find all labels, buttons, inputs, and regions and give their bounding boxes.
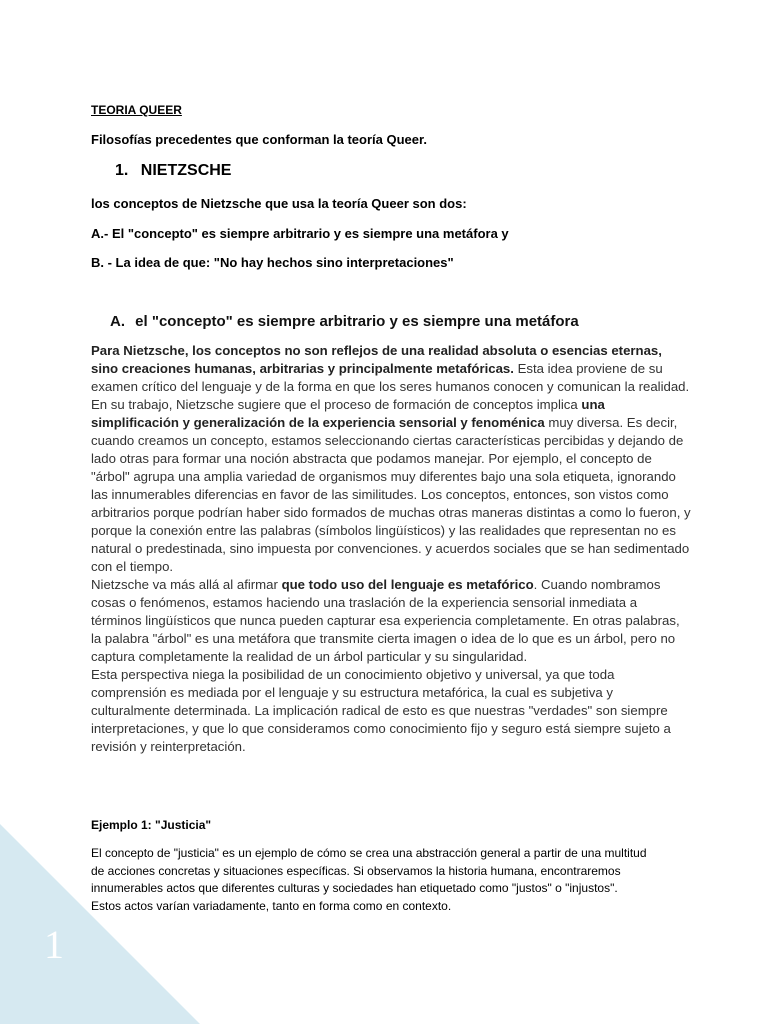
paragraph bbox=[91, 342, 691, 396]
paragraph-text: Esta idea proviene de su examen crítico del lenguaje y de la forma en que los seres humanos conocen y comunican la realidad. bbox=[91, 361, 690, 394]
bold-text: una simplificación y generalización de la experiencia sensorial y fenoménica bbox=[91, 397, 605, 430]
paragraph: Esta perspectiva niega la posibilidad de un conocimiento objetivo y universal, ya que toda comprensión es mediada por el lenguaje y su estructura metafórica, la cual es subjetiva y culturalmente determinada. La implicación radical de esto es que nuestras "verdades" son siempre interpretaciones, y que lo que consideramos como conocimiento fijo y seguro está siempre sujeto a revisión y reinterpretación. bbox=[91, 667, 671, 754]
document-subtitle: Filosofías precedentes que conforman la teoría Queer. bbox=[91, 132, 427, 147]
paragraph-text: . Cuando nombramos cosas o fenómenos, estamos haciendo una traslación de la experiencia sensorial inmediata a términos lingüísticos que nunca pueden capturar esa experiencia completamente. En otras palabras, la palabra "árbol" es una metáfora que transmite cierta imagen o idea de lo que es un árbol, pero no captura completamente la realidad de un árbol particular y su singularidad. bbox=[91, 577, 680, 664]
document-title: TEORIA QUEER bbox=[91, 103, 182, 117]
intro-line: A.- El "concepto" es siempre arbitrario y es siempre una metáfora y bbox=[91, 226, 509, 241]
paragraph-text: muy diversa. Es decir, cuando creamos un concepto, estamos seleccionando ciertas características percibidas y dejando de lado otras para formar una noción abstracta que podamos manejar. Por ejemplo, el concepto de "árbol" agrupa una amplia variedad de organismos muy diferentes bajo una sola etiqueta, ignorando las innumerables diferencias en favor de las similitudes. Los conceptos, entonces, son vistos como arbitrarios porque podrían haber sido formados de muchas otras maneras distintas a como lo fueron, y porque la conexión entre las palabras (símbolos lingüísticos) y las realidades que representan no es natural o predestinada, sino impuesta por convenciones. y acuerdos sociales que se han sedimentado con el tiempo. bbox=[91, 415, 691, 574]
paragraph bbox=[91, 396, 691, 576]
section-number: 1. bbox=[115, 162, 129, 179]
section-heading-text: NIETZSCHE bbox=[140, 162, 232, 179]
bold-text: que todo uso del lenguaje es metafórico bbox=[281, 577, 534, 592]
example-title: Ejemplo 1: "Justicia" bbox=[91, 818, 212, 832]
paragraph-text: En su trabajo, Nietzsche sugiere que el proceso de formación de conceptos implica bbox=[91, 397, 582, 412]
example-body: El concepto de "justicia" es un ejemplo de cómo se crea una abstracción general a partir de una multitud de acciones concretas y situaciones específicas. Si observamos la historia humana, encontraremos innumerables actos que diferentes culturas y sociedades han etiquetado como "justos" o "injustos". Estos actos varían variadamente, tanto en forma como en contexto. bbox=[91, 846, 647, 913]
intro-line: los conceptos de Nietzsche que usa la teoría Queer son dos: bbox=[91, 196, 467, 211]
section-heading-nietzsche bbox=[115, 162, 231, 180]
paragraph-text: Nietzsche va más allá al afirmar bbox=[91, 577, 282, 592]
main-body-text bbox=[91, 342, 691, 756]
paragraph bbox=[91, 576, 691, 666]
subsection-number: A. bbox=[110, 313, 125, 330]
intro-line: B. - La idea de que: "No hay hechos sino interpretaciones" bbox=[91, 255, 454, 270]
subsection-heading-a bbox=[110, 313, 579, 330]
bold-text: Para Nietzsche, los conceptos no son reflejos de una realidad absoluta o esencias eternas, sino creaciones humanas, arbitrarias y principalmente metafóricas. bbox=[91, 343, 662, 376]
subsection-heading-text: el "concepto" es siempre arbitrario y es siempre una metáfora bbox=[135, 313, 579, 330]
page-number: 1 bbox=[44, 922, 64, 967]
